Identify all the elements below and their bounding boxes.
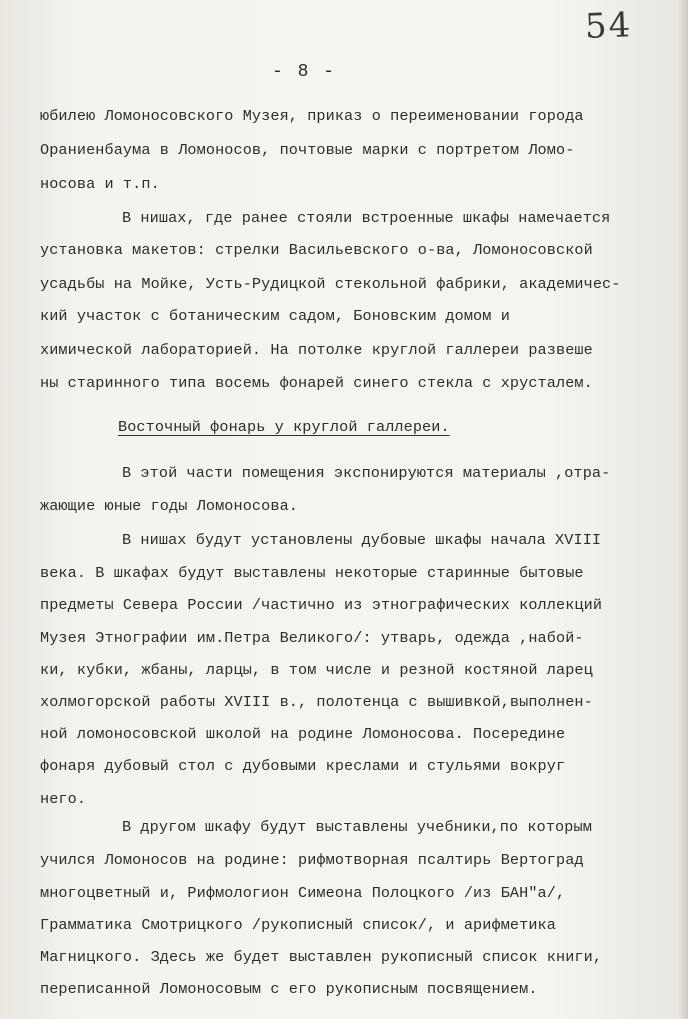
text-line: переписанной Ломоносовым с его рукописным посвящением. xyxy=(40,980,538,998)
text-line: века. В шкафах будут выставлены некоторые старинные бытовые xyxy=(40,564,584,582)
text-line: фонаря дубовый стол с дубовыми креслами и стульями вокруг xyxy=(40,757,566,775)
text-line: усадьбы на Мойке, Усть-Рудицкой стекольной фабрики, академичес- xyxy=(40,275,621,293)
text-line: В нишах будут установлены дубовые шкафы начала XVIII xyxy=(122,531,602,549)
text-line: Ораниенбаума в Ломоносов, почтовые марки с портретом Ломо- xyxy=(40,141,575,159)
text-line: В этой части помещения экспонируются материалы ,отра- xyxy=(122,464,611,482)
page-number: - 8 - xyxy=(272,62,337,82)
handwritten-folio-number: 54 xyxy=(584,5,633,47)
text-line: Магницкого. Здесь же будет выставлен рукописный список книги, xyxy=(40,948,603,966)
text-line: многоцветный и, Рифмологион Симеона Полоцкого /из БАН"а/, xyxy=(40,884,566,902)
text-line: носова и т.п. xyxy=(40,175,160,193)
text-line: Грамматика Смотрицкого /рукописный список/, и арифметика xyxy=(40,916,556,934)
text-line: учился Ломоносов на родине: рифмотворная псалтирь Вертоград xyxy=(40,851,584,869)
text-line: предметы Севера России /частично из этнографических коллекций xyxy=(40,596,603,614)
text-line: жающие юные годы Ломоносова. xyxy=(40,497,298,515)
text-line: Музея Этнографии им.Петра Великого/: утварь, одежда ,набой- xyxy=(40,629,584,647)
text-line: ны старинного типа восемь фонарей синего стекла с хрусталем. xyxy=(40,374,593,392)
text-line: химической лабораторией. На потолке круглой галлереи развеше xyxy=(40,341,593,359)
text-line: В нишах, где ранее стояли встроенные шкафы намечается xyxy=(122,209,611,227)
text-line: него. xyxy=(40,790,87,808)
text-line: ки, кубки, жбаны, ларцы, в том числе и резной костяной ларец xyxy=(40,661,593,679)
text-line: ной ломоносовской школой на родине Ломоносова. Посередине xyxy=(40,725,566,743)
text-line: установка макетов: стрелки Васильевского о-ва, Ломоносовской xyxy=(40,241,593,259)
section-heading: Восточный фонарь у круглой галлереи. xyxy=(118,418,450,436)
text-line: холмогорской работы XVIII в., полотенца с вышивкой,выполнен- xyxy=(40,693,593,711)
text-line: кий участок с ботаническим садом, Боновским домом и xyxy=(40,307,510,325)
text-line: юбилею Ломоносовского Музея, приказ о переименовании города xyxy=(40,107,584,125)
page-edge-shadow xyxy=(678,0,688,1019)
text-line: В другом шкафу будут выставлены учебники,по которым xyxy=(122,818,592,836)
